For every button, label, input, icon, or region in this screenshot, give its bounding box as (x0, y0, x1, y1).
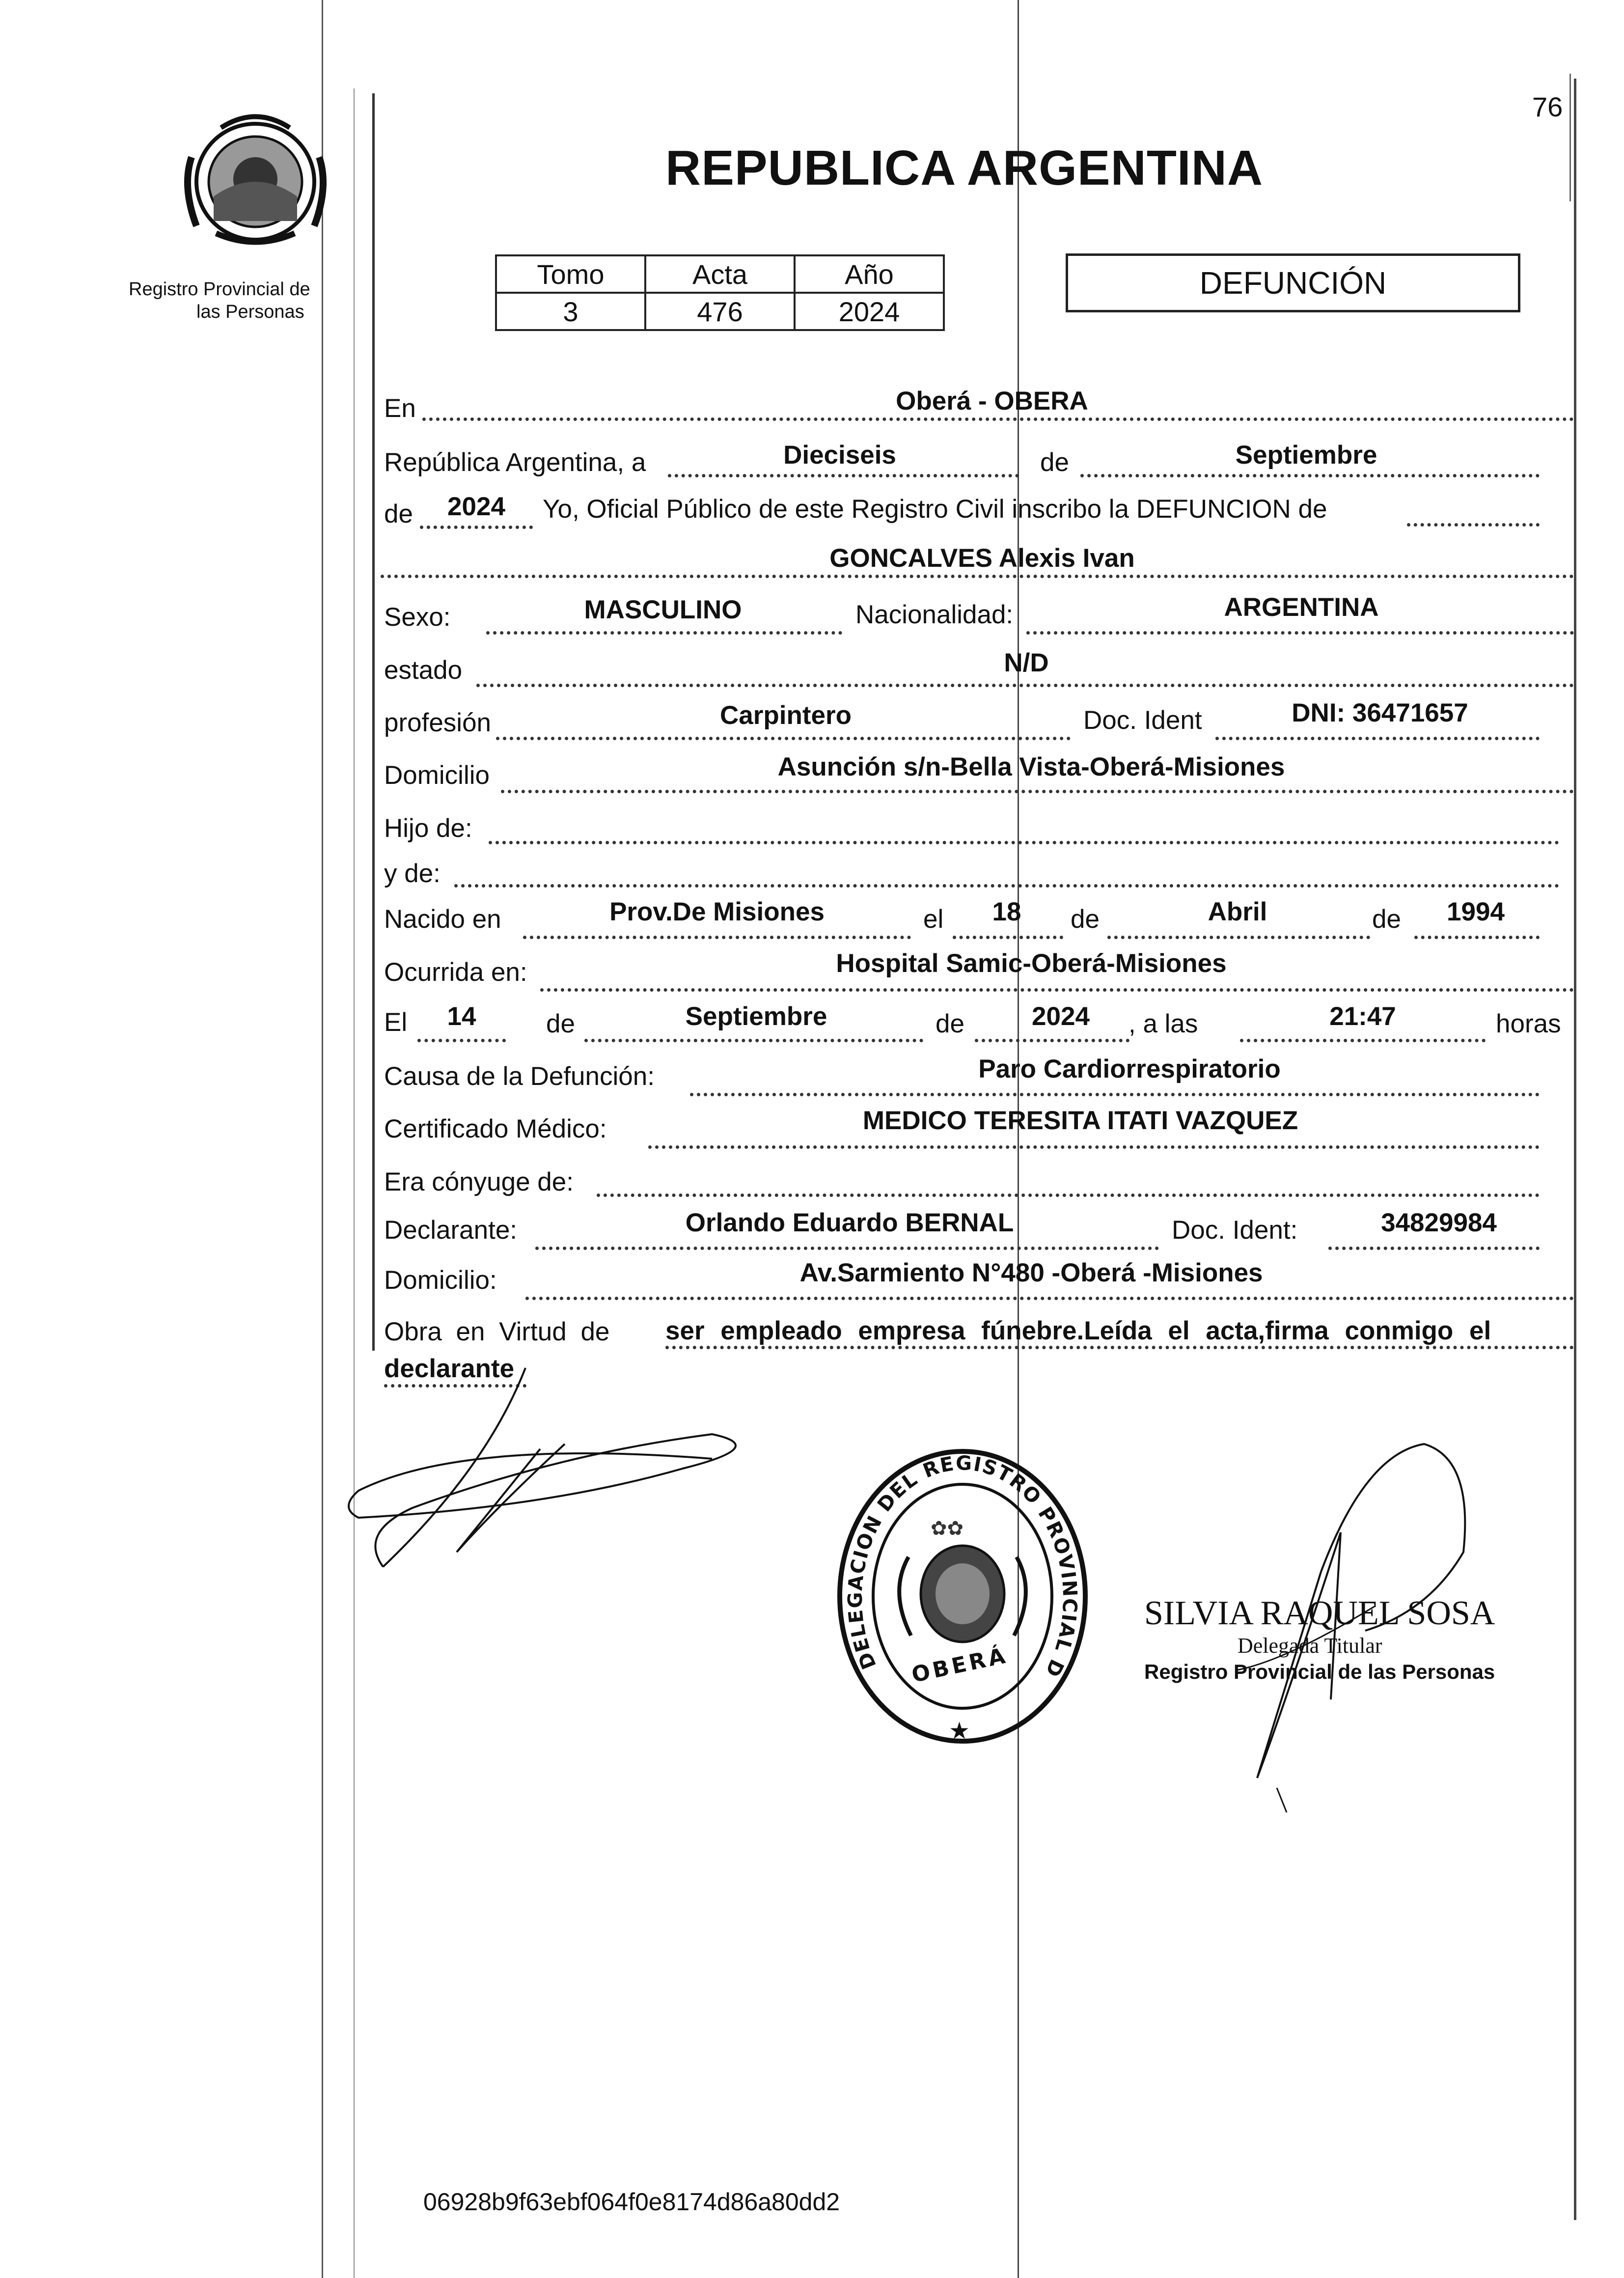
seal-bottom-text: OBERÁ (909, 1642, 1011, 1688)
page-number: 76 (1532, 91, 1563, 122)
oficial-statement: Yo, Oficial Público de este Registro Civil inscribo la DEFUNCION de (543, 495, 1327, 524)
hijo-label: Hijo de: (384, 814, 472, 843)
causa-value: Paro Cardiorrespiratorio (978, 1055, 1281, 1083)
dotted-line (953, 936, 1063, 939)
dotted-line (1107, 936, 1370, 939)
sexo-label: Sexo: (384, 603, 451, 632)
nacionalidad-value: ARGENTINA (1224, 593, 1379, 622)
declarant-signature (339, 1361, 771, 1572)
nacionalidad-label: Nacionalidad: (855, 600, 1014, 629)
horas-label: horas (1496, 1009, 1561, 1038)
officer-name: SILVIA RAQUEL SOSA (1144, 1594, 1495, 1632)
birth-month: Abril (1208, 897, 1267, 926)
dotted-line (496, 737, 1071, 740)
dotted-line (417, 1039, 506, 1042)
death-place-value: Hospital Samic-Oberá-Misiones (836, 949, 1227, 978)
fold-line (1018, 0, 1019, 2278)
registry-header-tomo: Tomo (496, 255, 645, 293)
dotted-line (584, 1039, 923, 1042)
profesion-value: Carpintero (720, 701, 852, 730)
dni-value: DNI: 36471657 (1292, 698, 1468, 727)
act-type-label: DEFUNCIÓN (1199, 265, 1387, 301)
en-label: En (384, 394, 416, 423)
declarante-value: Orlando Eduardo BERNAL (685, 1208, 1014, 1237)
death-de-label-2: de (936, 1009, 964, 1038)
registry-value-anio: 2024 (795, 293, 944, 330)
certificado-label: Certificado Médico: (384, 1114, 607, 1143)
dotted-line (1328, 1247, 1540, 1250)
document-title: REPUBLICA ARGENTINA (665, 140, 1264, 195)
obra-value: ser empleado empresa fúnebre.Leída el acta,firma conmigo el (665, 1316, 1491, 1345)
official-seal-stamp (835, 1444, 1090, 1749)
a-las-label: , a las (1129, 1009, 1198, 1038)
el-label-2: El (384, 1008, 408, 1037)
birth-de-label-2: de (1372, 905, 1401, 934)
registry-value-tomo: 3 (496, 293, 645, 330)
declarante-doc-value: 34829984 (1381, 1208, 1497, 1237)
estado-label: estado (384, 656, 463, 685)
conyuge-label: Era cónyuge de: (384, 1167, 574, 1196)
republica-label: República Argentina, a (384, 448, 646, 477)
officer-role: Delegada Titular (1238, 1634, 1382, 1658)
registration-month: Septiembre (1235, 441, 1377, 470)
certificado-value: MEDICO TERESITA ITATI VAZQUEZ (862, 1106, 1298, 1135)
birth-day: 18 (992, 897, 1021, 926)
dotted-line (1240, 1039, 1486, 1042)
margin-line (354, 88, 355, 2278)
dotted-line (1407, 523, 1540, 527)
el-label: el (923, 905, 944, 934)
margin-line (1569, 74, 1571, 201)
obra-label: Obra en Virtud de (384, 1317, 610, 1346)
birth-year: 1994 (1447, 897, 1505, 926)
estado-value: N/D (1004, 648, 1049, 677)
registry-header-acta: Acta (645, 255, 795, 293)
declarante-domicilio-value: Av.Sarmiento N°480 -Oberá -Misiones (799, 1258, 1263, 1287)
act-type-box (1066, 253, 1520, 312)
dotted-line (597, 1194, 1540, 1197)
death-month: Septiembre (685, 1002, 827, 1031)
dotted-line (525, 1297, 1574, 1300)
document-hash: 06928b9f63ebf064f0e8174d86a80dd2 (423, 2188, 840, 2216)
seal-ring-text: DELEGACION DEL REGISTRO PROVINCIAL D (844, 1452, 1081, 1681)
dotted-line (668, 474, 1019, 477)
misiones-emblem-logo (177, 108, 334, 250)
dotted-line (1080, 474, 1540, 477)
ocurrida-label: Ocurrida en: (384, 958, 527, 987)
domicilio-label: Domicilio (384, 761, 490, 790)
obra-value-line2: declarante (384, 1354, 515, 1383)
causa-label: Causa de la Defunción: (384, 1062, 655, 1091)
birthplace-value: Prov.De Misiones (609, 897, 825, 926)
nacido-label: Nacido en (384, 905, 501, 934)
domicilio-value: Asunción s/n-Bella Vista-Oberá-Misiones (777, 752, 1285, 781)
dotted-line (476, 684, 1574, 687)
registration-day: Dieciseis (783, 441, 896, 470)
declarante-doc-label: Doc. Ident: (1172, 1216, 1298, 1245)
dotted-line (523, 936, 911, 939)
margin-line (322, 0, 323, 2278)
death-day: 14 (447, 1002, 476, 1031)
profesion-label: profesión (384, 708, 492, 737)
dotted-line (690, 1093, 1540, 1096)
registry-table (495, 254, 945, 331)
dotted-line (1026, 631, 1574, 635)
dotted-line (648, 1145, 1540, 1149)
sexo-value: MASCULINO (584, 595, 742, 624)
deceased-name: GONCALVES Alexis Ivan (829, 544, 1135, 573)
dotted-line (540, 988, 1574, 992)
registration-year: 2024 (447, 492, 505, 521)
form-left-border (372, 93, 375, 1351)
declarante-domicilio-label: Domicilio: (384, 1266, 497, 1295)
death-de-label: de (546, 1009, 575, 1038)
svg-text:★: ★ (949, 1718, 970, 1744)
death-year: 2024 (1032, 1002, 1090, 1031)
logo-caption-line1: Registro Provincial de (129, 279, 310, 300)
dotted-line (975, 1039, 1129, 1042)
doc-ident-label: Doc. Ident (1083, 706, 1202, 735)
dotted-line (454, 884, 1559, 888)
registry-header-anio: Año (795, 255, 944, 293)
registry-value-acta: 476 (645, 293, 795, 330)
form-right-border (1574, 79, 1576, 2220)
svg-text:✿✿: ✿✿ (931, 1518, 964, 1539)
officer-office: Registro Provincial de las Personas (1144, 1660, 1495, 1683)
birth-de-label: de (1071, 905, 1100, 934)
dotted-line (665, 1346, 1574, 1349)
de-year-label: de (384, 500, 413, 528)
dotted-line (1414, 936, 1540, 939)
dotted-line (381, 575, 1574, 578)
dotted-line (489, 841, 1559, 844)
de-label: de (1040, 448, 1069, 477)
y-de-label: y de: (384, 859, 440, 888)
declarante-label: Declarante: (384, 1216, 518, 1245)
logo-caption-line2: las Personas (196, 302, 304, 322)
dotted-line (422, 417, 1574, 421)
dotted-line (501, 790, 1574, 793)
dotted-line (535, 1247, 1159, 1250)
dotted-line (1215, 737, 1540, 740)
death-time: 21:47 (1329, 1002, 1396, 1031)
place-value: Oberá - OBERA (896, 387, 1088, 416)
dotted-line (420, 526, 533, 529)
dotted-line (486, 631, 842, 635)
